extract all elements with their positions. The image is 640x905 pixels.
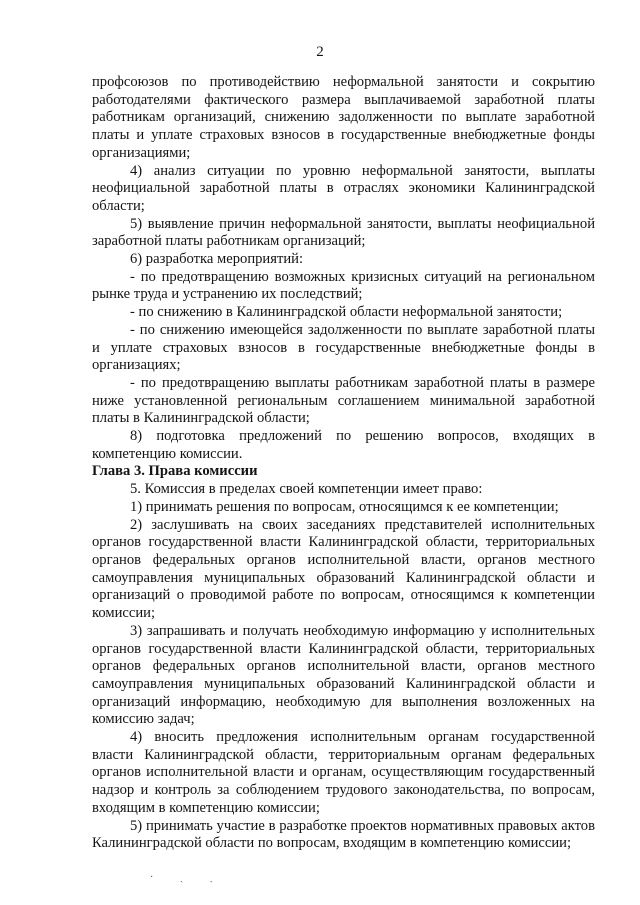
paragraph-item-5: 5) выявление причин неформальной занятости, выплаты неофициальной заработной платы работникам организаций; [92, 215, 595, 250]
paragraph-dash-1: - по предотвращению возможных кризисных ситуаций на региональном рынке труда и устранению их последствий; [92, 268, 595, 303]
paragraph-right-4: 4) вносить предложения исполнительным органам государственной власти Калининградской области, территориальным органам федеральных органов исполнительной власти и органам, осуществляющим государственный надзор и контроль за соблюдением трудового законодательства, по вопросам, входящим в компетенцию комиссии; [92, 729, 595, 816]
paragraph-right-3: 3) запрашивать и получать необходимую информацию у исполнительных органов государственной власти Калининградской области, территориальных органов федеральных органов исполнительной власти, органов местного самоуправления муниципальных образований Калининградской области и организаций информацию, необходимую для выполнения возложенных на комиссию задач; [92, 622, 595, 728]
paragraph-dash-3: - по снижению имеющейся задолженности по выплате заработной платы и уплате страховых взносов в государственные внебюджетные фонды в организациях; [92, 321, 595, 374]
body-text [92, 74, 595, 853]
paragraph-continuation: профсоюзов по противодействию неформальной занятости и сокрытию работодателями фактического размера выплачиваемой заработной платы работникам организаций, снижению задолженности по выплате заработной платы и уплате страховых взносов в государственные внебюджетные фонды организациями; [92, 74, 595, 161]
scan-artifact: · ˎ ˏ [150, 872, 225, 883]
paragraph-item-4: 4) анализ ситуации по уровню неформальной занятости, выплаты неофициальной заработной платы в отраслях экономики Калининградской области; [92, 162, 595, 214]
page-number: 2 [316, 44, 324, 60]
paragraph-section-5: 5. Комиссия в пределах своей компетенции имеет право: [130, 481, 483, 498]
paragraph-right-2: 2) заслушивать на своих заседаниях представителей исполнительных органов государственной власти Калининградской области, территориальных органов федеральных органов исполнительной власти, органов местного самоуправления муниципальных образований Калининградской области и организаций о проводимой работе по вопросам, относящимся к компетенции комиссии; [92, 516, 595, 622]
paragraph-dash-2: - по снижению в Калининградской области неформальной занятости; [130, 304, 563, 321]
paragraph-right-1: 1) принимать решения по вопросам, относящимся к ее компетенции; [130, 498, 559, 515]
chapter-title: Глава 3. Права комиссии [92, 463, 258, 480]
paragraph-right-5: 5) принимать участие в разработке проектов нормативных правовых актов Калининградской области по вопросам, входящим в компетенцию комиссии; [92, 817, 595, 852]
paragraph-dash-4: - по предотвращению выплаты работникам заработной платы в размере ниже установленной региональным соглашением минимальной заработной платы в Калининградской области; [92, 374, 595, 427]
paragraph-item-6: 6) разработка мероприятий: [130, 251, 304, 268]
paragraph-item-8: 8) подготовка предложений по решению вопросов, входящих в компетенцию комиссии. [92, 428, 595, 462]
